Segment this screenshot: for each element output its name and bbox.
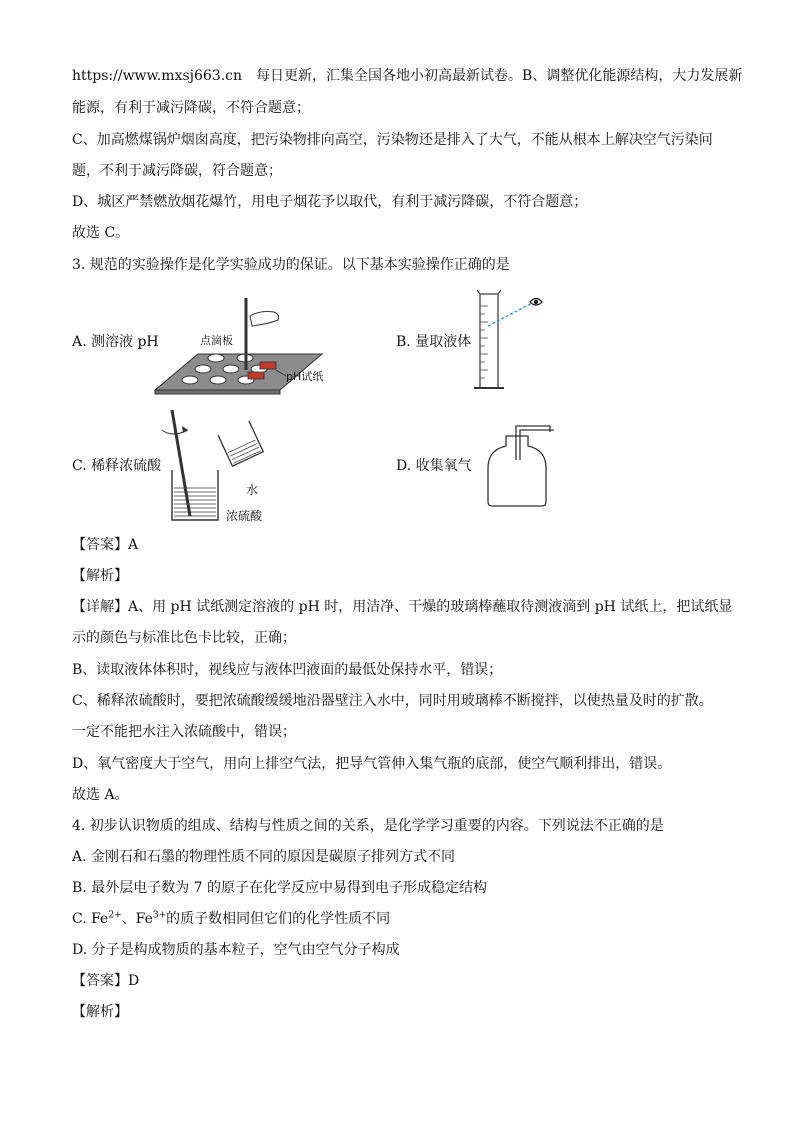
gas-bottle <box>488 436 546 506</box>
dilute-acid-figure <box>150 404 280 528</box>
text-line: 能源，有利于减污降碳，不符合题意； <box>72 100 310 116</box>
text-line: C、加高燃煤锅炉烟囱高度，把污染物排向高空，污染物还是排入了大气，不能从根本上解决空气污染问 <box>72 132 713 148</box>
text-line: B、读取液体体积时，视线应与液体凹液面的最低处保持水平，错误； <box>72 662 503 678</box>
q4-option-b: B. 最外层电子数为 7 的原子在化学反应中易得到电子形成稳定结构 <box>72 880 487 896</box>
option-c-part: 的质子数相同但它们的化学性质不同 <box>166 911 391 927</box>
question-4-stem: 4. 初步认识物质的组成、结构与性质之间的关系，是化学学习重要的内容。下列说法不正确的是 <box>72 818 664 834</box>
text-line: D、城区严禁燃放烟花爆竹，用电子烟花予以取代，有利于减污降碳，不符合题意； <box>72 194 588 210</box>
q4-answer <box>72 971 139 991</box>
site-url: https://www.mxsj663.cn <box>72 68 243 84</box>
q3-option-a: A. 测溶液 pH <box>72 334 159 350</box>
question-3-stem: 3. 规范的实验操作是化学实验成功的保证。以下基本实验操作正确的是 <box>72 257 510 273</box>
ph-test-figure <box>150 298 330 398</box>
text-line: D、氧气密度大于空气，用向上排空气法，把导气管伸入集气瓶的底部，使空气顺利排出，错误。 <box>72 756 672 772</box>
detail-tag: 【详解】 <box>72 599 128 615</box>
option-c-part: 、Fe <box>121 911 153 927</box>
q4-option-d: D. 分子是构成物质的基本粒子，空气由空气分子构成 <box>72 942 400 958</box>
charge-superscript: 2+ <box>108 910 122 921</box>
text-line: 故选 A。 <box>72 787 129 803</box>
cylinder <box>480 294 498 388</box>
answer-tag: 【答案】 <box>72 973 128 989</box>
text-line: C、稀释浓硫酸时，要把浓硫酸缓缓地沿器壁注入水中，同时用玻璃棒不断搅拌，以使热量及时的扩散。 <box>72 693 713 709</box>
q4-analysis-tag: 【解析】 <box>72 1004 128 1020</box>
header-text: 每日更新，汇集全国各地小初高最新试卷。B、调整优化能源结构，大力发展新 <box>242 68 743 84</box>
water-label: 水 <box>246 483 259 497</box>
ph-paper <box>248 372 264 379</box>
text-line: 一定不能把水注入浓硫酸中，错误； <box>72 724 296 740</box>
q3-detail-line <box>72 597 732 617</box>
gas-bottle-figure <box>480 420 560 510</box>
spot-plate-edge <box>155 390 280 394</box>
q3-option-c: C. 稀释浓硫酸 <box>72 458 162 474</box>
option-c-part: C. Fe <box>72 911 109 927</box>
plate-label: 点滴板 <box>200 334 233 347</box>
paper-label: pH试纸 <box>286 370 324 383</box>
q3-option-d: D. 收集氧气 <box>396 458 472 474</box>
answer-value: D <box>128 973 140 989</box>
beaker <box>172 470 218 520</box>
hand-icon <box>250 312 279 327</box>
acid-label: 浓硫酸 <box>226 509 263 523</box>
answer-tag: 【答案】 <box>72 537 128 553</box>
header-line <box>72 66 742 86</box>
charge-superscript: 3+ <box>152 910 167 921</box>
q3-analysis-tag: 【解析】 <box>72 568 128 584</box>
q4-option-a: A. 金刚石和石墨的物理性质不同的原因是碳原子排列方式不同 <box>72 849 456 865</box>
text-line: 题，不利于减污降碳，符合题意； <box>72 163 282 179</box>
graduated-cylinder-figure <box>470 288 560 394</box>
q3-answer <box>72 535 138 555</box>
detail-text: A、用 pH 试纸测定溶液的 pH 时，用洁净、干燥的玻璃棒蘸取待测液滴到 pH 试纸上，把试纸显 <box>128 599 733 615</box>
text-line: 故选 C。 <box>72 225 130 241</box>
text-line: 示的颜色与标准比色卡比较，正确； <box>72 630 296 646</box>
answer-value: A <box>128 537 139 553</box>
q4-option-c <box>72 909 390 929</box>
q3-option-b: B. 量取液体 <box>396 334 472 350</box>
